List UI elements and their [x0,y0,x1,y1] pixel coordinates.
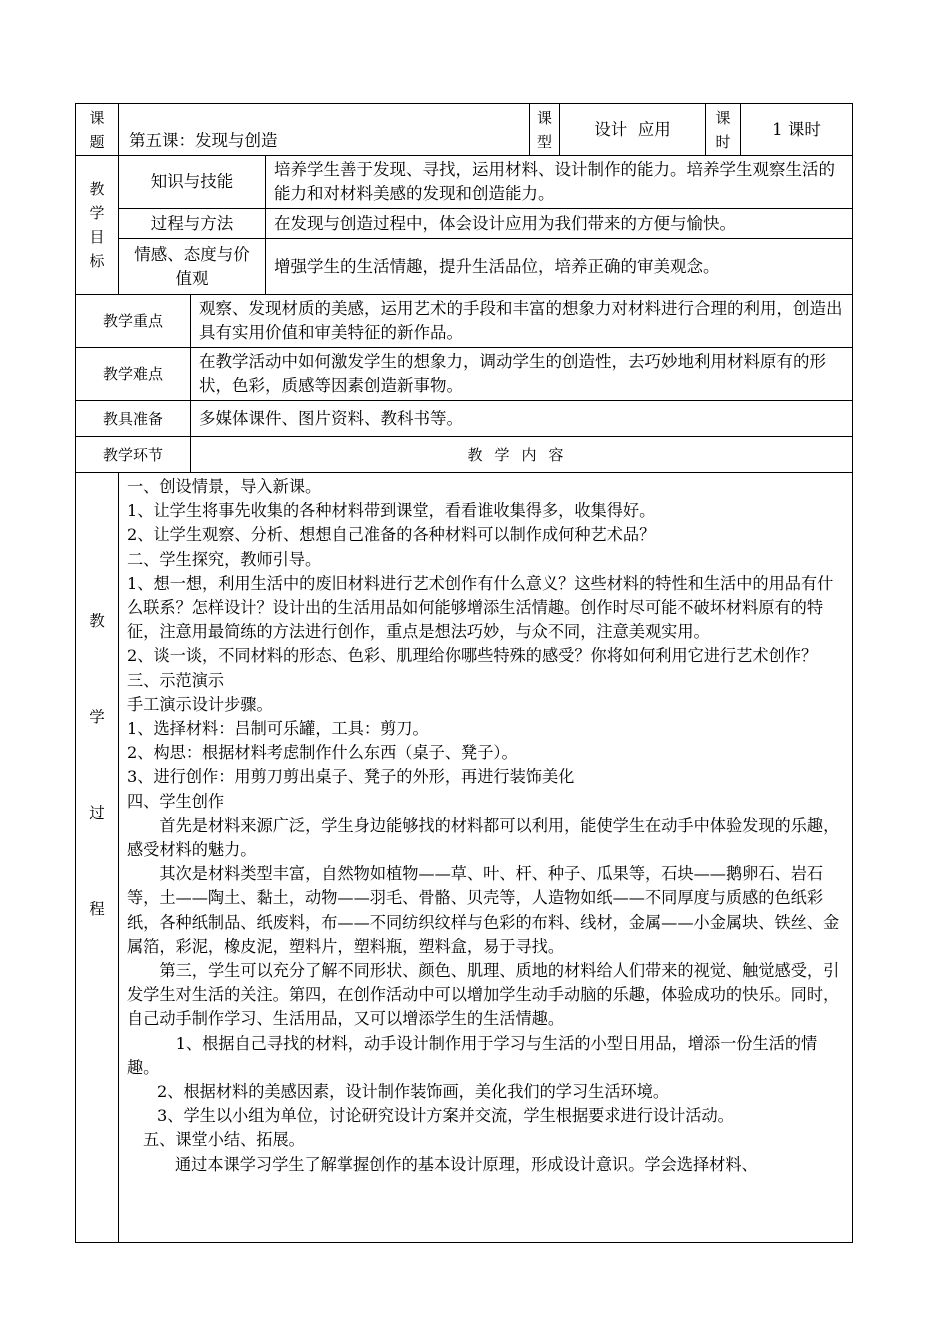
label-teaching-process: 教 学 过 程 [76,473,119,1243]
process-line: 其次是材料类型丰富，自然物如植物——草、叶、杆、种子、瓜果等，石块——鹅卵石、岩石等，土——陶土、黏土，动物——羽毛、骨骼、贝壳等，人造物如纸——不同厚度与质感的色纸彩纸，各种纸制品、纸废料，布——不同纺织纹样与色彩的布料、线材，金属——小金属块、铁丝、金属箔，彩泥，橡皮泥，塑料片，塑料瓶，塑料盒，易于寻找。 [127,864,840,956]
lesson-hours: 1 课时 [741,104,853,156]
process-line: 首先是材料来源广泛，学生身边能够找的材料都可以利用，能使学生在动手中体验发现的乐趣，感受材料的魅力。 [127,815,840,860]
process-line: 三、示范演示 [127,670,225,690]
label-key-points: 教学重点 [76,295,191,348]
label-tools: 教具准备 [76,401,191,437]
label-hours: 课时 [706,104,741,156]
process-line: 二、学生探究，教师引导。 [127,549,322,569]
process-line: 四、学生创作 [127,791,225,811]
process-line: 3、进行创作：用剪刀剪出桌子、凳子的外形，再进行装饰美化 [127,767,575,787]
process-line: 3、学生以小组为单位，讨论研究设计方案并交流，学生根据要求进行设计活动。 [157,1106,734,1126]
process-lines [119,473,852,1177]
process-line: 通过本课学习学生了解掌握创作的基本设计原理，形成设计意识。学会选择材料、 [175,1154,758,1174]
process-line: 手工演示设计步骤。 [127,694,273,714]
label-difficulties: 教学难点 [76,348,191,401]
process-line: 五、课堂小结、拓展。 [143,1130,305,1150]
teaching-process-content [119,473,853,1243]
lesson-title: 第五课：发现与创造 [119,104,530,156]
process-line: 1、选择材料：吕制可乐罐，工具：剪刀。 [127,719,429,739]
goal-name-process: 过程与方法 [119,209,266,239]
lesson-type: 设计 应用 [560,104,706,156]
lesson-plan [75,103,852,1243]
label-type: 课型 [530,104,560,156]
difficulties-text: 在教学活动中如何激发学生的想象力，调动学生的创造性，去巧妙地利用材料原有的形状，色彩，质感等因素创造新事物。 [191,348,853,401]
process-line: 1、让学生将事先收集的各种材料带到课堂，看看谁收集得多，收集得好。 [127,501,656,521]
goal-text-emotion: 增强学生的生活情趣，提升生活品位，培养正确的审美观念。 [266,239,853,295]
process-line: 第三，学生可以充分了解不同形状、颜色、肌理、质地的材料给人们带来的视觉、触觉感受，引发学生对生活的关注。第四，在创作活动中可以增加学生动手动脑的乐趣，体验成功的快乐。同时，自己动手制作学习、生活用品，又可以增添学生的生活情趣。 [127,961,840,1029]
teaching-content-heading: 教学内容 [191,437,853,473]
lesson-plan-table [75,103,853,1243]
process-line: 一、创设情景，导入新课。 [127,477,322,496]
process-line: 2、根据材料的美感因素，设计制作装饰画，美化我们的学习生活环境。 [157,1082,670,1102]
process-line: 1、根据自己寻找的材料，动手设计制作用于学习与生活的小型日用品，增添一份生活的情趣。 [127,1033,818,1077]
goal-name-emotion: 情感、态度与价值观 [119,239,266,295]
label-teaching-step: 教学环节 [76,437,191,473]
goal-text-knowledge: 培养学生善于发现、寻找，运用材料、设计制作的能力。培养学生观察生活的能力和对材料美感的发现和创造能力。 [266,156,853,209]
process-line: 2、构思：根据材料考虑制作什么东西（桌子、凳子）。 [127,743,518,763]
process-line: 2、谈一谈，不同材料的形态、色彩、肌理给你哪些特殊的感受？你将如何利用它进行艺术创作？ [127,646,818,666]
label-topic: 课题 [76,104,119,156]
goal-text-process: 在发现与创造过程中，体会设计应用为我们带来的方便与愉快。 [266,209,853,239]
tools-text: 多媒体课件、图片资料、教科书等。 [191,401,853,437]
process-line: 2、让学生观察、分析、想想自己准备的各种材料可以制作成何种艺术品？ [127,525,656,545]
key-points-text: 观察、发现材质的美感，运用艺术的手段和丰富的想象力对材料进行合理的利用，创造出具有实用价值和审美特征的新作品。 [191,295,853,348]
goal-name-knowledge: 知识与技能 [119,156,266,209]
process-line: 1、想一想，利用生活中的废旧材料进行艺术创作有什么意义？这些材料的特性和生活中的用品有什么联系？怎样设计？设计出的生活用品如何能够增添生活情趣。创作时尽可能不破坏材料原有的特征，注意用最简练的方法进行创作，重点是想法巧妙，与众不同，注意美观实用。 [127,573,834,642]
label-goals: 教学目标 [76,156,119,295]
